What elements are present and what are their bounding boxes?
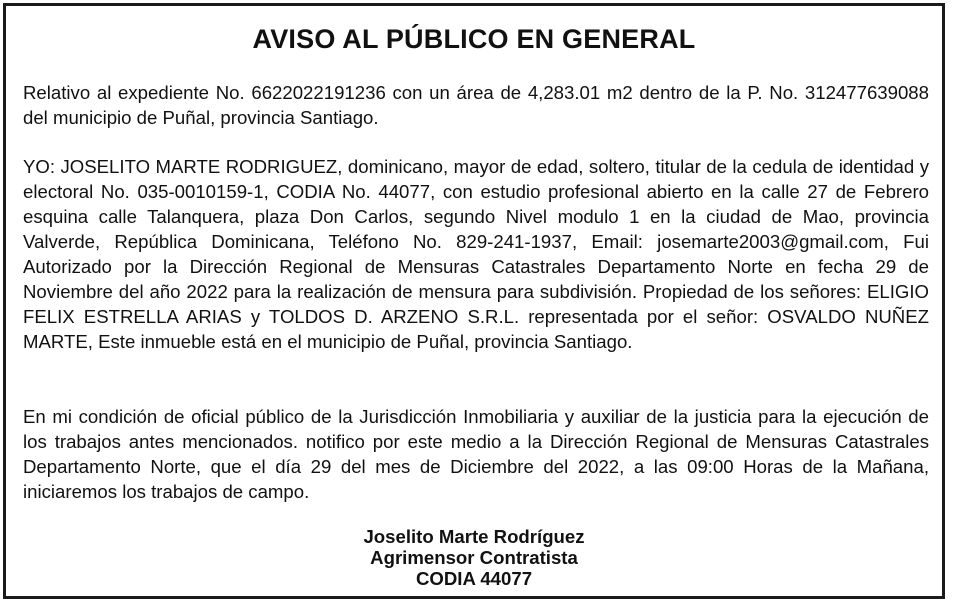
notice-title: AVISO AL PÚBLICO EN GENERAL	[252, 24, 696, 54]
signatory-name: Joselito Marte Rodríguez	[363, 526, 585, 547]
notice-paragraph-reference: Relativo al expediente No. 6622022191236 con un área de 4,283.01 m2 dentro de la P. No. 312477639088 del municipio de Puñal, provincia Santiago.	[23, 82, 929, 128]
notice-paragraph-notification: En mi condición de oficial público de la Jurisdicción Inmobiliaria y auxiliar de la justicia para la ejecución de los trabajos antes mencionados. notifico por este medio a la Dirección Regional de Mensuras Catastrales Departamento Norte, que el día 29 del mes de Diciembre del 2022, a las 09:00 Horas de la Mañana, iniciaremos los trabajos de campo.	[23, 406, 929, 502]
signatory-codia: CODIA 44077	[415, 568, 533, 589]
public-notice	[3, 3, 945, 599]
notice-paragraph-declaration: YO: JOSELITO MARTE RODRIGUEZ, dominicano, mayor de edad, soltero, titular de la cedula de identidad y electoral No. 035-0010159-1, CODIA No. 44077, con estudio profesional abierto en la calle 27 de Febrero esquina calle Talanquera, plaza Don Carlos, segundo Nivel modulo 1 en la ciudad de Mao, provincia Valverde, República Dominicana, Teléfono No. 829-241-1937, Email: josemarte2003@gmail.com, Fui Autorizado por la Dirección Regional de Mensuras Catastrales Departamento Norte en fecha 29 de Noviembre del año 2022 para la realización de mensura para subdivisión. Propiedad de los señores: ELIGIO FELIX ESTRELLA ARIAS y TOLDOS D. ARZENO S.R.L. representada por el señor: OSVALDO NUÑEZ MARTE, Este inmueble está en el municipio de Puñal, provincia Santiago.	[23, 156, 929, 352]
signature-block	[6, 526, 942, 589]
signatory-role: Agrimensor Contratista	[370, 547, 578, 568]
